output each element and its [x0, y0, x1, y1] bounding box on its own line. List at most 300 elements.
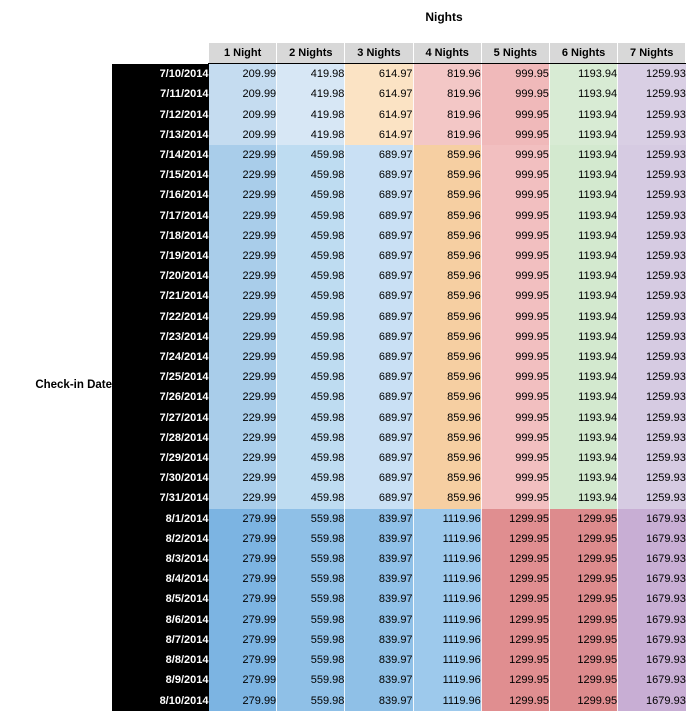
price-cell[interactable]: 859.96 [413, 367, 481, 387]
row-header-date[interactable]: 7/10/2014 [112, 64, 209, 85]
table-row [112, 185, 686, 205]
table-row [112, 529, 686, 549]
price-cell[interactable]: 999.95 [481, 387, 549, 407]
row-header-date[interactable]: 7/26/2014 [112, 387, 209, 407]
row-header-date[interactable]: 7/31/2014 [112, 488, 209, 508]
price-cell[interactable]: 459.98 [277, 145, 345, 165]
price-cell[interactable]: 1193.94 [549, 286, 617, 306]
price-cell[interactable]: 459.98 [277, 468, 345, 488]
price-cell[interactable]: 859.96 [413, 165, 481, 185]
price-cell[interactable]: 819.96 [413, 84, 481, 104]
price-cell[interactable]: 1299.95 [481, 670, 549, 690]
price-cell[interactable]: 459.98 [277, 226, 345, 246]
price-cell[interactable]: 999.95 [481, 266, 549, 286]
column-header-1-night[interactable]: 1 Night [209, 43, 277, 64]
price-cell[interactable]: 614.97 [345, 105, 413, 125]
price-cell[interactable]: 1193.94 [549, 307, 617, 327]
price-cell[interactable]: 1259.93 [618, 307, 686, 327]
price-cell[interactable]: 1299.95 [549, 549, 617, 569]
price-cell[interactable]: 999.95 [481, 206, 549, 226]
nights-axis-title: Nights [425, 10, 463, 24]
price-cell[interactable]: 1259.93 [618, 125, 686, 145]
column-header-2-night[interactable]: 2 Nights [277, 43, 345, 64]
table-row [112, 125, 686, 145]
price-cell[interactable]: 1193.94 [549, 367, 617, 387]
price-cell[interactable]: 999.95 [481, 428, 549, 448]
price-cell[interactable]: 859.96 [413, 307, 481, 327]
table-row [112, 347, 686, 367]
row-header-date[interactable]: 8/7/2014 [112, 630, 209, 650]
price-cell[interactable]: 1259.93 [618, 286, 686, 306]
price-cell[interactable]: 689.97 [345, 408, 413, 428]
price-cell[interactable]: 1193.94 [549, 64, 617, 85]
price-cell[interactable]: 1119.96 [413, 630, 481, 650]
price-cell[interactable]: 1193.94 [549, 246, 617, 266]
price-cell[interactable]: 859.96 [413, 206, 481, 226]
price-cell[interactable]: 689.97 [345, 185, 413, 205]
price-cell[interactable]: 209.99 [209, 105, 277, 125]
price-cell[interactable]: 839.97 [345, 549, 413, 569]
price-cell[interactable]: 1259.93 [618, 64, 686, 85]
price-cell[interactable]: 839.97 [345, 630, 413, 650]
price-cell[interactable]: 1299.95 [481, 569, 549, 589]
price-cell[interactable]: 1259.93 [618, 387, 686, 407]
column-header-4-night[interactable]: 4 Nights [413, 43, 481, 64]
price-cell[interactable]: 1299.95 [549, 569, 617, 589]
price-cell[interactable]: 229.99 [209, 226, 277, 246]
price-cell[interactable]: 1679.93 [618, 589, 686, 609]
price-cell[interactable]: 859.96 [413, 468, 481, 488]
price-cell[interactable]: 459.98 [277, 488, 345, 508]
price-cell[interactable]: 1259.93 [618, 145, 686, 165]
price-cell[interactable]: 999.95 [481, 226, 549, 246]
price-cell[interactable]: 689.97 [345, 347, 413, 367]
checkin-date-axis-title: Check-in Date [35, 379, 112, 391]
price-cell[interactable]: 1119.96 [413, 610, 481, 630]
price-cell[interactable]: 1259.93 [618, 185, 686, 205]
price-cell[interactable]: 279.99 [209, 610, 277, 630]
price-cell[interactable]: 839.97 [345, 650, 413, 670]
price-cell[interactable]: 1299.95 [549, 610, 617, 630]
row-header-date[interactable]: 7/28/2014 [112, 428, 209, 448]
price-cell[interactable]: 1299.95 [481, 691, 549, 711]
price-cell[interactable]: 839.97 [345, 509, 413, 529]
price-cell[interactable]: 559.98 [277, 610, 345, 630]
price-cell[interactable]: 1299.95 [549, 589, 617, 609]
price-cell[interactable]: 229.99 [209, 468, 277, 488]
table-row [112, 307, 686, 327]
price-cell[interactable]: 459.98 [277, 327, 345, 347]
price-cell[interactable]: 689.97 [345, 448, 413, 468]
table-row [112, 206, 686, 226]
table-row [112, 589, 686, 609]
price-cell[interactable]: 559.98 [277, 549, 345, 569]
row-header-date[interactable]: 7/17/2014 [112, 206, 209, 226]
row-header-date[interactable]: 8/4/2014 [112, 569, 209, 589]
price-cell[interactable]: 559.98 [277, 569, 345, 589]
price-cell[interactable]: 459.98 [277, 185, 345, 205]
price-cell[interactable]: 999.95 [481, 408, 549, 428]
price-cell[interactable]: 689.97 [345, 246, 413, 266]
price-cell[interactable]: 689.97 [345, 165, 413, 185]
table-row [112, 610, 686, 630]
price-cell[interactable]: 1679.93 [618, 670, 686, 690]
price-cell[interactable]: 689.97 [345, 367, 413, 387]
price-cell[interactable]: 419.98 [277, 84, 345, 104]
price-cell[interactable]: 999.95 [481, 125, 549, 145]
price-cell[interactable]: 459.98 [277, 367, 345, 387]
price-cell[interactable]: 1193.94 [549, 408, 617, 428]
price-cell[interactable]: 1299.95 [481, 589, 549, 609]
price-cell[interactable]: 859.96 [413, 488, 481, 508]
price-cell[interactable]: 999.95 [481, 448, 549, 468]
price-cell[interactable]: 559.98 [277, 589, 345, 609]
row-header-date[interactable]: 7/20/2014 [112, 266, 209, 286]
price-cell[interactable]: 999.95 [481, 145, 549, 165]
price-cell[interactable]: 614.97 [345, 64, 413, 85]
table-row [112, 266, 686, 286]
price-cell[interactable]: 229.99 [209, 286, 277, 306]
price-cell[interactable]: 229.99 [209, 266, 277, 286]
price-cell[interactable]: 559.98 [277, 670, 345, 690]
price-cell[interactable]: 1193.94 [549, 226, 617, 246]
table-row [112, 488, 686, 508]
price-cell[interactable]: 859.96 [413, 327, 481, 347]
price-cell[interactable]: 229.99 [209, 206, 277, 226]
table-row [112, 84, 686, 104]
price-cell[interactable]: 1119.96 [413, 670, 481, 690]
row-header-date[interactable]: 8/10/2014 [112, 691, 209, 711]
price-cell[interactable]: 1679.93 [618, 691, 686, 711]
table-row [112, 549, 686, 569]
price-cell[interactable]: 279.99 [209, 691, 277, 711]
price-cell[interactable]: 839.97 [345, 691, 413, 711]
price-cell[interactable]: 1119.96 [413, 589, 481, 609]
price-cell[interactable]: 859.96 [413, 387, 481, 407]
price-cell[interactable]: 689.97 [345, 145, 413, 165]
price-cell[interactable]: 419.98 [277, 125, 345, 145]
price-cell[interactable]: 689.97 [345, 307, 413, 327]
row-header-date[interactable]: 7/27/2014 [112, 408, 209, 428]
column-header-7-night[interactable]: 7 Nights [618, 43, 686, 64]
price-cell[interactable]: 279.99 [209, 670, 277, 690]
price-cell[interactable]: 1299.95 [481, 509, 549, 529]
table-row [112, 327, 686, 347]
price-cell[interactable]: 689.97 [345, 387, 413, 407]
price-cell[interactable]: 1299.95 [549, 630, 617, 650]
price-cell[interactable]: 1193.94 [549, 125, 617, 145]
row-header-date[interactable]: 7/25/2014 [112, 367, 209, 387]
price-cell[interactable]: 459.98 [277, 448, 345, 468]
price-cell[interactable]: 209.99 [209, 125, 277, 145]
price-cell[interactable]: 459.98 [277, 307, 345, 327]
price-cell[interactable]: 459.98 [277, 286, 345, 306]
table-row [112, 448, 686, 468]
price-cell[interactable]: 229.99 [209, 185, 277, 205]
price-cell[interactable]: 1259.93 [618, 347, 686, 367]
price-cell[interactable]: 1259.93 [618, 206, 686, 226]
price-cell[interactable]: 859.96 [413, 286, 481, 306]
price-cell[interactable]: 459.98 [277, 206, 345, 226]
price-cell[interactable]: 419.98 [277, 105, 345, 125]
price-cell[interactable]: 229.99 [209, 246, 277, 266]
price-cell[interactable]: 559.98 [277, 630, 345, 650]
table-row [112, 691, 686, 711]
column-header-5-night[interactable]: 5 Nights [481, 43, 549, 64]
price-cell[interactable]: 1259.93 [618, 488, 686, 508]
row-header-date[interactable]: 7/23/2014 [112, 327, 209, 347]
row-header-date[interactable]: 8/9/2014 [112, 670, 209, 690]
price-cell[interactable]: 1259.93 [618, 84, 686, 104]
price-cell[interactable]: 999.95 [481, 347, 549, 367]
price-cell[interactable]: 1259.93 [618, 448, 686, 468]
row-header-date[interactable]: 7/29/2014 [112, 448, 209, 468]
price-cell[interactable]: 1259.93 [618, 367, 686, 387]
price-cell[interactable]: 999.95 [481, 84, 549, 104]
price-cell[interactable]: 1193.94 [549, 468, 617, 488]
price-cell[interactable]: 839.97 [345, 529, 413, 549]
price-cell[interactable]: 279.99 [209, 589, 277, 609]
price-cell[interactable]: 1679.93 [618, 650, 686, 670]
price-cell[interactable]: 1679.93 [618, 509, 686, 529]
price-cell[interactable]: 689.97 [345, 488, 413, 508]
row-header-date[interactable]: 8/5/2014 [112, 589, 209, 609]
price-cell[interactable]: 1119.96 [413, 650, 481, 670]
price-cell[interactable]: 1299.95 [549, 509, 617, 529]
price-cell[interactable]: 689.97 [345, 206, 413, 226]
row-header-date[interactable]: 8/2/2014 [112, 529, 209, 549]
price-cell[interactable]: 1679.93 [618, 610, 686, 630]
price-cell[interactable]: 279.99 [209, 630, 277, 650]
price-cell[interactable]: 1299.95 [481, 650, 549, 670]
price-cell[interactable]: 859.96 [413, 408, 481, 428]
price-cell[interactable]: 999.95 [481, 367, 549, 387]
price-cell[interactable]: 1679.93 [618, 549, 686, 569]
price-cell[interactable]: 689.97 [345, 327, 413, 347]
price-cell[interactable]: 999.95 [481, 165, 549, 185]
price-cell[interactable]: 459.98 [277, 347, 345, 367]
price-cell[interactable]: 1119.96 [413, 529, 481, 549]
price-cell[interactable]: 1193.94 [549, 84, 617, 104]
price-cell[interactable]: 1299.95 [481, 549, 549, 569]
price-cell[interactable]: 689.97 [345, 468, 413, 488]
price-cell[interactable]: 229.99 [209, 408, 277, 428]
price-cell[interactable]: 559.98 [277, 650, 345, 670]
table-row [112, 286, 686, 306]
price-cell[interactable]: 1193.94 [549, 488, 617, 508]
price-cell[interactable]: 999.95 [481, 64, 549, 85]
row-header-date[interactable]: 7/15/2014 [112, 165, 209, 185]
price-cell[interactable]: 1679.93 [618, 569, 686, 589]
price-cell[interactable]: 459.98 [277, 165, 345, 185]
price-cell[interactable]: 1679.93 [618, 630, 686, 650]
price-cell[interactable]: 1299.95 [481, 529, 549, 549]
price-cell[interactable]: 859.96 [413, 226, 481, 246]
row-header-date[interactable]: 7/11/2014 [112, 84, 209, 104]
price-cell[interactable]: 1259.93 [618, 226, 686, 246]
row-header-date[interactable]: 7/16/2014 [112, 185, 209, 205]
price-matrix-table [112, 42, 686, 711]
price-cell[interactable]: 1119.96 [413, 691, 481, 711]
price-cell[interactable]: 229.99 [209, 145, 277, 165]
price-cell[interactable]: 459.98 [277, 428, 345, 448]
price-cell[interactable]: 1259.93 [618, 266, 686, 286]
price-cell[interactable]: 1193.94 [549, 387, 617, 407]
price-cell[interactable]: 689.97 [345, 428, 413, 448]
price-cell[interactable]: 1259.93 [618, 468, 686, 488]
table-body [112, 64, 686, 711]
price-cell[interactable]: 859.96 [413, 185, 481, 205]
price-cell[interactable]: 1259.93 [618, 165, 686, 185]
price-cell[interactable]: 859.96 [413, 448, 481, 468]
price-cell[interactable]: 859.96 [413, 347, 481, 367]
price-cell[interactable]: 229.99 [209, 165, 277, 185]
price-cell[interactable]: 209.99 [209, 84, 277, 104]
price-matrix-grid [112, 42, 686, 711]
price-cell[interactable]: 1679.93 [618, 529, 686, 549]
price-cell[interactable]: 614.97 [345, 125, 413, 145]
price-cell[interactable]: 279.99 [209, 509, 277, 529]
price-cell[interactable]: 1193.94 [549, 428, 617, 448]
price-cell[interactable]: 1299.95 [481, 610, 549, 630]
row-header-date[interactable]: 7/19/2014 [112, 246, 209, 266]
price-cell[interactable]: 999.95 [481, 488, 549, 508]
price-cell[interactable]: 999.95 [481, 286, 549, 306]
table-row [112, 367, 686, 387]
price-cell[interactable]: 614.97 [345, 84, 413, 104]
price-cell[interactable]: 1193.94 [549, 327, 617, 347]
table-row [112, 468, 686, 488]
table-row [112, 650, 686, 670]
price-cell[interactable]: 819.96 [413, 64, 481, 85]
row-header-date[interactable]: 7/21/2014 [112, 286, 209, 306]
price-cell[interactable]: 279.99 [209, 650, 277, 670]
price-cell[interactable]: 1299.95 [549, 650, 617, 670]
price-cell[interactable]: 1299.95 [481, 630, 549, 650]
price-cell[interactable]: 1193.94 [549, 165, 617, 185]
row-header-date[interactable]: 8/3/2014 [112, 549, 209, 569]
table-header [112, 43, 686, 64]
table-row [112, 428, 686, 448]
price-cell[interactable]: 859.96 [413, 145, 481, 165]
table-row [112, 246, 686, 266]
price-cell[interactable]: 459.98 [277, 246, 345, 266]
row-header-date[interactable]: 7/22/2014 [112, 307, 209, 327]
price-cell[interactable]: 689.97 [345, 226, 413, 246]
row-header-date[interactable]: 7/12/2014 [112, 105, 209, 125]
price-cell[interactable]: 1259.93 [618, 327, 686, 347]
row-header-date[interactable]: 8/1/2014 [112, 509, 209, 529]
price-cell[interactable]: 1193.94 [549, 145, 617, 165]
price-cell[interactable]: 1259.93 [618, 105, 686, 125]
price-cell[interactable]: 229.99 [209, 387, 277, 407]
table-row [112, 145, 686, 165]
price-cell[interactable]: 1259.93 [618, 428, 686, 448]
price-cell[interactable]: 279.99 [209, 569, 277, 589]
price-cell[interactable]: 1119.96 [413, 569, 481, 589]
price-cell[interactable]: 229.99 [209, 327, 277, 347]
price-cell[interactable]: 229.99 [209, 428, 277, 448]
price-cell[interactable]: 819.96 [413, 105, 481, 125]
table-row [112, 408, 686, 428]
column-header-6-night[interactable]: 6 Nights [549, 43, 617, 64]
row-header-date[interactable]: 7/18/2014 [112, 226, 209, 246]
price-cell[interactable]: 209.99 [209, 64, 277, 85]
price-cell[interactable]: 419.98 [277, 64, 345, 85]
price-cell[interactable]: 999.95 [481, 468, 549, 488]
price-cell[interactable]: 999.95 [481, 307, 549, 327]
table-row [112, 226, 686, 246]
row-header-date[interactable]: 7/13/2014 [112, 125, 209, 145]
price-cell[interactable]: 1193.94 [549, 266, 617, 286]
price-cell[interactable]: 229.99 [209, 347, 277, 367]
price-cell[interactable]: 559.98 [277, 691, 345, 711]
price-cell[interactable]: 279.99 [209, 549, 277, 569]
row-header-date[interactable]: 8/8/2014 [112, 650, 209, 670]
price-cell[interactable]: 1193.94 [549, 105, 617, 125]
price-cell[interactable]: 839.97 [345, 589, 413, 609]
price-cell[interactable]: 859.96 [413, 246, 481, 266]
price-cell[interactable]: 999.95 [481, 185, 549, 205]
price-cell[interactable]: 279.99 [209, 529, 277, 549]
price-cell[interactable]: 839.97 [345, 610, 413, 630]
table-row [112, 64, 686, 85]
price-cell[interactable]: 999.95 [481, 246, 549, 266]
price-cell[interactable]: 1299.95 [549, 670, 617, 690]
price-cell[interactable]: 839.97 [345, 670, 413, 690]
price-cell[interactable]: 1193.94 [549, 347, 617, 367]
price-cell[interactable]: 1193.94 [549, 448, 617, 468]
price-cell[interactable]: 689.97 [345, 266, 413, 286]
table-row [112, 670, 686, 690]
table-row [112, 630, 686, 650]
table-row [112, 387, 686, 407]
price-cell[interactable]: 459.98 [277, 387, 345, 407]
price-cell[interactable]: 229.99 [209, 367, 277, 387]
column-header-3-night[interactable]: 3 Nights [345, 43, 413, 64]
row-header-date[interactable]: 8/6/2014 [112, 610, 209, 630]
price-cell[interactable]: 859.96 [413, 266, 481, 286]
price-cell[interactable]: 1299.95 [549, 529, 617, 549]
price-cell[interactable]: 459.98 [277, 408, 345, 428]
price-cell[interactable]: 999.95 [481, 327, 549, 347]
price-cell[interactable]: 459.98 [277, 266, 345, 286]
corner-cell [112, 43, 209, 64]
price-cell[interactable]: 1259.93 [618, 408, 686, 428]
price-cell[interactable]: 839.97 [345, 569, 413, 589]
price-cell[interactable]: 1193.94 [549, 185, 617, 205]
price-cell[interactable]: 999.95 [481, 105, 549, 125]
price-cell[interactable]: 819.96 [413, 125, 481, 145]
price-cell[interactable]: 689.97 [345, 286, 413, 306]
price-cell[interactable]: 1259.93 [618, 246, 686, 266]
row-header-date[interactable]: 7/24/2014 [112, 347, 209, 367]
price-cell[interactable]: 1193.94 [549, 206, 617, 226]
price-cell[interactable]: 559.98 [277, 529, 345, 549]
price-cell[interactable]: 859.96 [413, 428, 481, 448]
price-cell[interactable]: 229.99 [209, 488, 277, 508]
row-header-date[interactable]: 7/14/2014 [112, 145, 209, 165]
price-cell[interactable]: 559.98 [277, 509, 345, 529]
table-row [112, 105, 686, 125]
price-cell[interactable]: 1119.96 [413, 549, 481, 569]
price-cell[interactable]: 229.99 [209, 307, 277, 327]
price-cell[interactable]: 229.99 [209, 448, 277, 468]
price-cell[interactable]: 1299.95 [549, 691, 617, 711]
table-row [112, 509, 686, 529]
price-cell[interactable]: 1119.96 [413, 509, 481, 529]
row-header-date[interactable]: 7/30/2014 [112, 468, 209, 488]
